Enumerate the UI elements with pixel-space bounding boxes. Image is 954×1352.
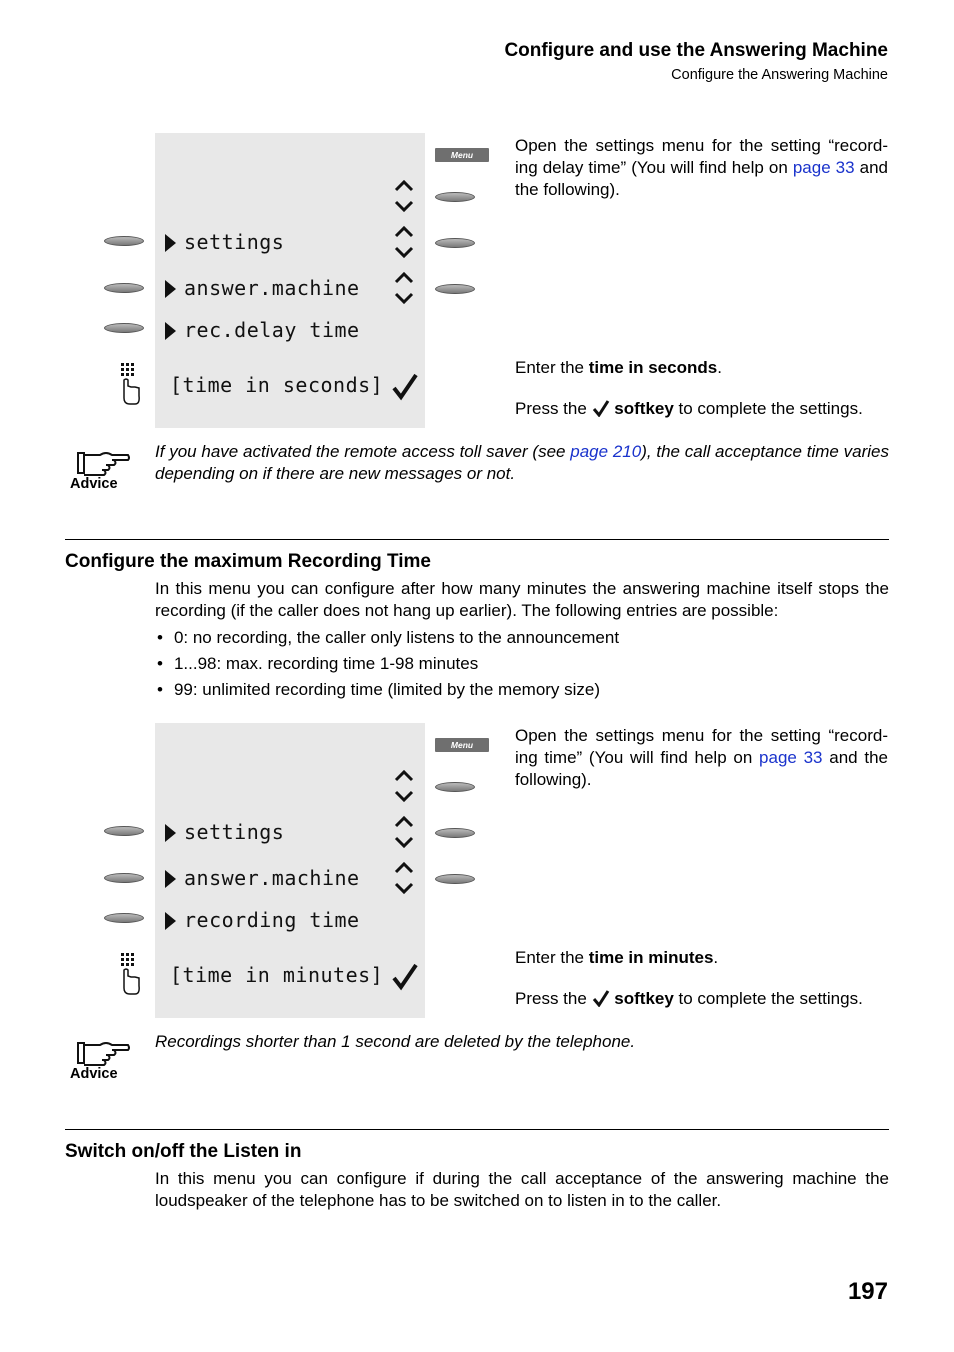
page-link[interactable]: page 33 [792,158,855,177]
checkmark-icon [391,373,419,401]
section-heading: Switch on/off the Listen in [65,1141,302,1162]
up-down-icon [393,270,415,306]
list-item: • 99: unlimited recording time (limited by the memory size) [157,680,600,700]
open-menu-instruction-2: Open the settings menu for the setting “record-ing time” (You will find help on page 33 and the following). [515,726,888,789]
section-divider [65,539,889,540]
keypad-hand-icon [115,362,141,406]
checkmark-icon [592,989,610,1007]
page-link[interactable]: page 33 [759,748,823,767]
up-down-icon [393,178,415,214]
left-softkey[interactable] [104,323,144,333]
advice-label: Advice [70,1066,118,1082]
lcd-display-1 [155,133,425,428]
lcd-input-field: [time in minutes] [170,963,384,987]
arrow-right-icon [165,280,176,298]
page-number: 197 [847,1278,888,1305]
lcd-input-field: [time in seconds] [170,373,384,397]
open-menu-instruction-1: Open the settings menu for the setting “record-ing delay time” (You will find help on page 33 and the following). [515,136,888,199]
advice-text-1: If you have activated the remote access toll saver (see page 210), the call acceptance time varies depending on if there are new messages or not. [155,442,889,483]
keypad-hand-icon [115,952,141,996]
checkmark-icon [391,963,419,991]
press-instruction-2: Press the softkey to complete the settings. [515,989,863,1008]
lcd-line-rec-delay: rec.delay time [165,318,360,342]
right-softkey[interactable] [435,874,475,884]
menu-button[interactable]: Menu [435,148,489,162]
left-softkey[interactable] [104,283,144,293]
up-down-icon [393,860,415,896]
list-item: • 0: no recording, the caller only listens to the announcement [157,628,619,648]
up-down-icon [393,814,415,850]
pointing-hand-icon [76,1039,130,1067]
pointing-hand-icon [76,449,130,477]
right-softkey[interactable] [435,238,475,248]
advice-label: Advice [70,476,118,492]
lcd-line-settings: settings [165,820,284,844]
right-softkey[interactable] [435,782,475,792]
section-intro: In this menu you can configure after how many minutes the answering machine itself stops the recording (if the caller does not hang up earlier). The following entries are possible: [155,579,889,620]
arrow-right-icon [165,912,176,930]
enter-instruction-1: Enter the time in seconds. [515,358,722,377]
lcd-line-recording-time: recording time [165,908,360,932]
left-softkey[interactable] [104,826,144,836]
enter-instruction-2: Enter the time in minutes. [515,948,719,967]
press-instruction-1: Press the softkey to complete the settings. [515,399,863,418]
up-down-icon [393,224,415,260]
section-intro: In this menu you can configure if during the call acceptance of the answering machine the loudspeaker of the telephone has to be switched on to listen in to the caller. [155,1169,889,1210]
arrow-right-icon [165,322,176,340]
running-header-subtitle: Configure the Answering Machine [671,67,888,83]
right-softkey[interactable] [435,192,475,202]
left-softkey[interactable] [104,913,144,923]
checkmark-icon [592,399,610,417]
list-item: • 1...98: max. recording time 1-98 minutes [157,654,478,674]
lcd-line-settings: settings [165,230,284,254]
menu-button[interactable]: Menu [435,738,489,752]
arrow-right-icon [165,234,176,252]
arrow-right-icon [165,824,176,842]
arrow-right-icon [165,870,176,888]
right-softkey[interactable] [435,828,475,838]
right-softkey[interactable] [435,284,475,294]
lcd-line-answer-machine: answer.machine [165,866,360,890]
left-softkey[interactable] [104,236,144,246]
up-down-icon [393,768,415,804]
left-softkey[interactable] [104,873,144,883]
lcd-line-answer-machine: answer.machine [165,276,360,300]
page-link[interactable]: page 210 [570,442,642,461]
section-heading: Configure the maximum Recording Time [65,551,431,572]
section-divider [65,1129,889,1130]
running-header-title: Configure and use the Answering Machine [504,40,888,61]
advice-text-2: Recordings shorter than 1 second are deleted by the telephone. [155,1032,636,1051]
lcd-display-2 [155,723,425,1018]
